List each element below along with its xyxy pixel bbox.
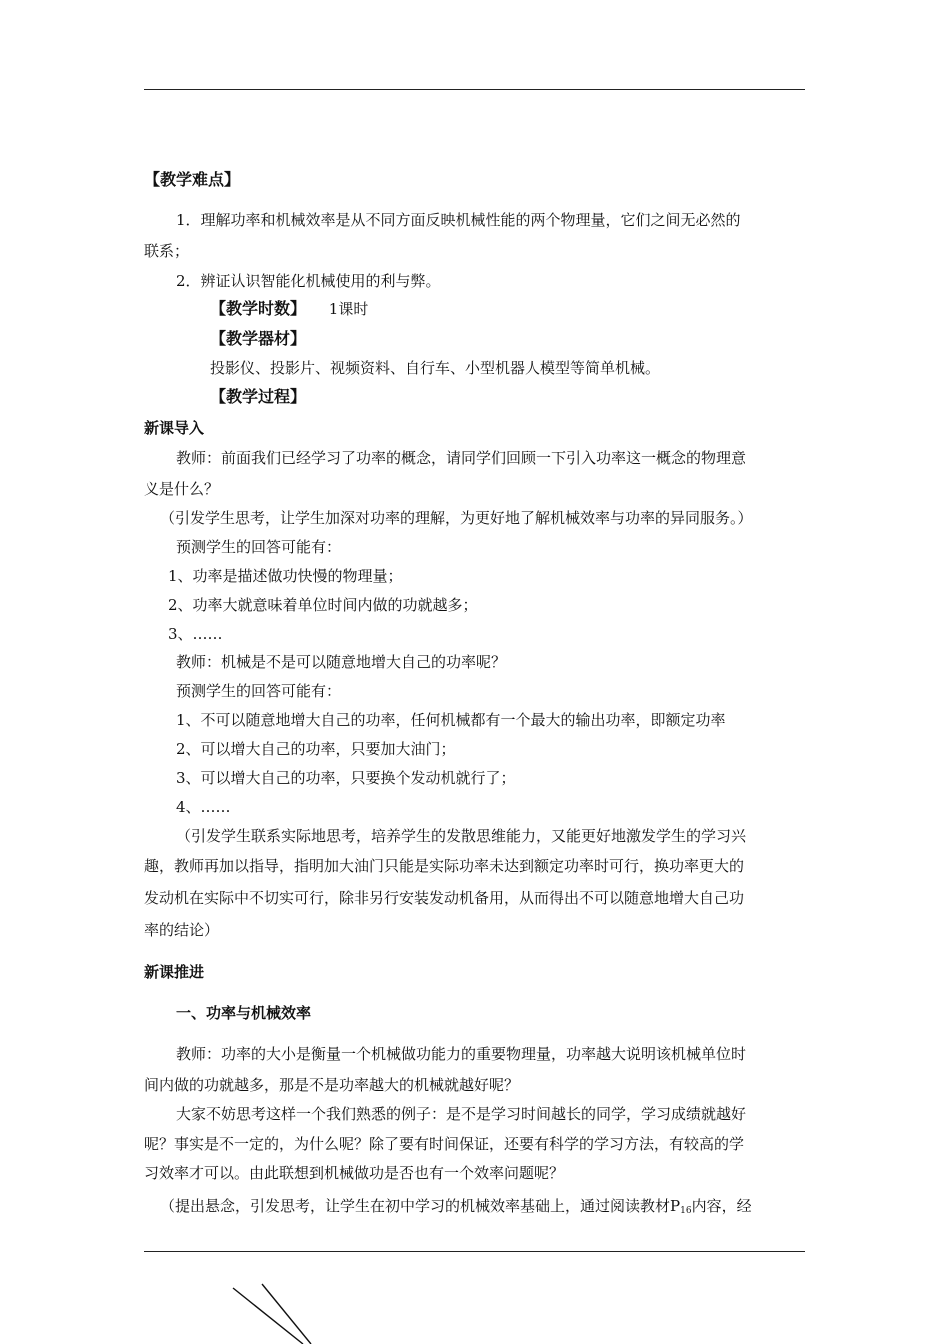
note-2-cont-3: 率的结论） bbox=[144, 921, 220, 939]
advance-heading: 新课推进 bbox=[144, 963, 205, 981]
hours-value: 1课时 bbox=[328, 300, 369, 318]
process-heading: 【教学过程】 bbox=[210, 387, 307, 406]
teacher-question-2: 教师：机械是不是可以随意地增大自己的功率呢？ bbox=[176, 653, 507, 671]
answer-2-3: 3、可以增大自己的功率，只要换个发动机就行了； bbox=[176, 769, 516, 787]
note-2-cont-1: 趣，教师再加以指导，指明加大油门只能是实际功率未达到额定功率时可行，换功率更大的 bbox=[144, 857, 745, 875]
intro-note: （引发学生思考，让学生加深对功率的理解，为更好地了解机械效率与功率的异同服务。） bbox=[160, 509, 753, 527]
note-2-cont-2: 发动机在实际中不切实可行，除非另行安装发动机备用，从而得出不可以随意地增大自己功 bbox=[144, 889, 745, 907]
equipment-text: 投影仪、投影片、视频资料、自行车、小型机器人模型等简单机械。 bbox=[210, 359, 661, 377]
slash-mark-2 bbox=[262, 1284, 311, 1344]
answer-2-4: 4、…… bbox=[176, 798, 231, 816]
difficulty-item-1-cont: 联系； bbox=[144, 242, 190, 260]
difficulty-item-2: 2．辨证认识智能化机械使用的利与弊。 bbox=[176, 272, 441, 290]
answer-1-1: 1、功率是描述做功快慢的物理量； bbox=[168, 567, 403, 585]
hours-heading: 【教学时数】 bbox=[210, 299, 307, 318]
predict-1: 预测学生的回答可能有： bbox=[176, 538, 342, 556]
intro-teacher: 教师：前面我们已经学习了功率的概念，请同学们回顾一下引入功率这一概念的物理意 bbox=[176, 449, 747, 467]
hours-row bbox=[210, 299, 368, 319]
equipment-heading: 【教学器材】 bbox=[210, 329, 307, 348]
paragraph-3-text: （提出悬念，引发思考，让学生在初中学习的机械效率基础上，通过阅读教材P bbox=[160, 1197, 681, 1215]
predict-2: 预测学生的回答可能有： bbox=[176, 682, 342, 700]
answer-1-3: 3、…… bbox=[168, 625, 223, 643]
slash-mark-1 bbox=[233, 1288, 303, 1344]
note-2: （引发学生联系实际地思考，培养学生的发散思维能力，又能更好地激发学生的学习兴 bbox=[176, 827, 747, 845]
intro-teacher-cont: 义是什么？ bbox=[144, 480, 220, 498]
difficulty-heading: 【教学难点】 bbox=[144, 170, 241, 189]
difficulty-item-1: 1．理解功率和机械效率是从不同方面反映机械性能的两个物理量，它们之间无必然的 bbox=[176, 211, 741, 229]
paragraph-3 bbox=[160, 1196, 752, 1221]
intro-heading: 新课导入 bbox=[144, 419, 205, 437]
decorative-slash-marks bbox=[0, 1270, 950, 1344]
paragraph-1: 教师：功率的大小是衡量一个机械做功能力的重要物理量，功率越大说明该机械单位时 bbox=[176, 1045, 747, 1063]
part1-heading: 一、功率与机械效率 bbox=[176, 1004, 312, 1022]
header-rule bbox=[144, 89, 805, 90]
page-ref-subscript: 16 bbox=[680, 1206, 692, 1216]
paragraph-2-cont-2: 习效率才可以。由此联想到机械做功是否也有一个效率问题呢？ bbox=[144, 1164, 565, 1182]
answer-1-2: 2、功率大就意味着单位时间内做的功就越多； bbox=[168, 596, 478, 614]
paragraph-2-cont-1: 呢？事实是不一定的，为什么呢？除了要有时间保证，还要有科学的学习方法，有较高的学 bbox=[144, 1135, 745, 1153]
paragraph-3-tail: 内容，经 bbox=[691, 1197, 752, 1215]
answer-2-2: 2、可以增大自己的功率，只要加大油门； bbox=[176, 740, 456, 758]
footer-rule bbox=[144, 1251, 805, 1252]
answer-2-1: 1、不可以随意地增大自己的功率，任何机械都有一个最大的输出功率，即额定功率 bbox=[176, 711, 726, 729]
paragraph-2: 大家不妨思考这样一个我们熟悉的例子：是不是学习时间越长的同学，学习成绩就越好 bbox=[176, 1105, 747, 1123]
paragraph-1-cont: 间内做的功就越多，那是不是功率越大的机械就越好呢？ bbox=[144, 1076, 520, 1094]
